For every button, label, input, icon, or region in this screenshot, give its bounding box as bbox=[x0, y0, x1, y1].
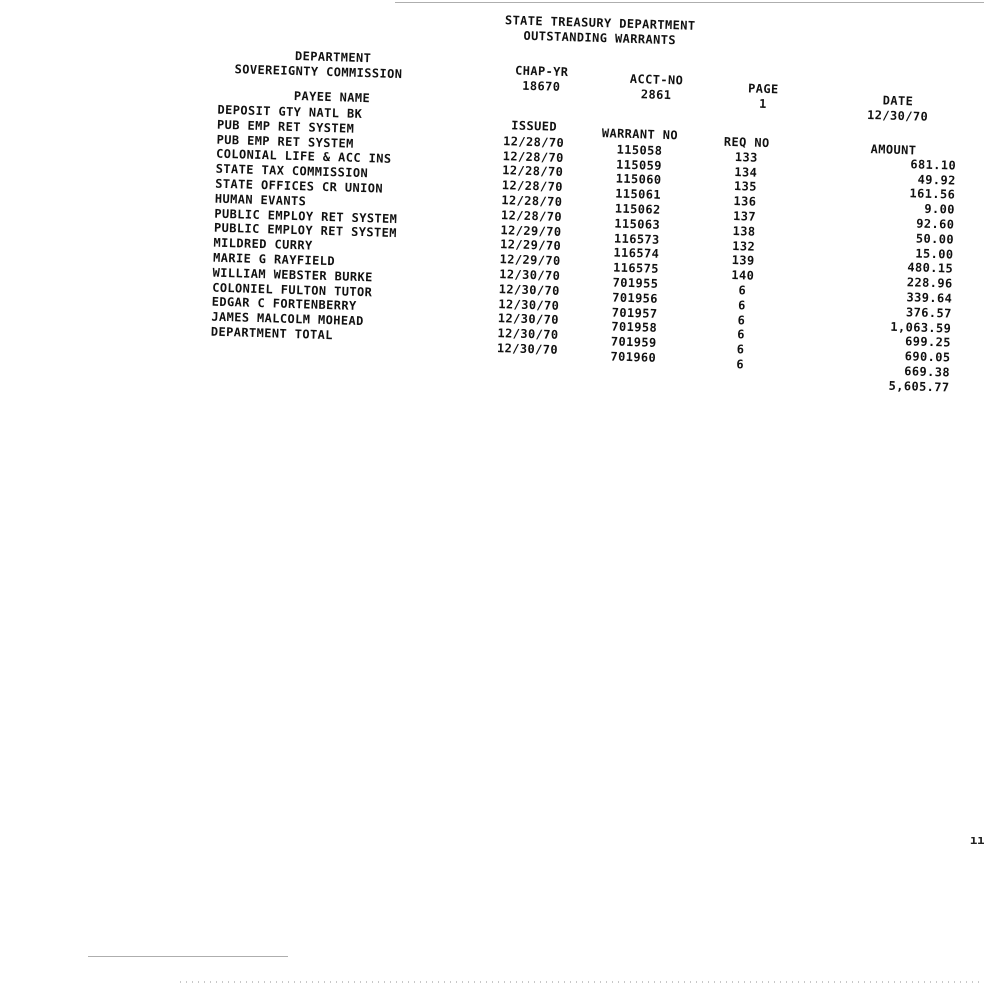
table-row-issued: 12/30/70 bbox=[498, 297, 560, 313]
table-row-req: 6 bbox=[737, 313, 746, 328]
table-row-amount: 480.15 bbox=[907, 260, 954, 276]
table-row-amount: 92.60 bbox=[916, 216, 955, 232]
chap-yr-value: 18670 bbox=[522, 78, 561, 94]
table-row-amount: 1,063.59 bbox=[890, 319, 952, 336]
table-row-amount: 376.57 bbox=[905, 305, 952, 321]
table-row-warrant: 115062 bbox=[614, 201, 661, 217]
table-row-warrant: 701960 bbox=[610, 349, 657, 365]
table-row-issued: 12/29/70 bbox=[500, 223, 562, 239]
issued-header: ISSUED bbox=[511, 118, 558, 134]
table-row-issued: 12/28/70 bbox=[501, 178, 564, 194]
table-row-warrant: 115059 bbox=[615, 157, 663, 173]
table-row-req: 140 bbox=[731, 268, 755, 283]
page-value: 1 bbox=[758, 96, 767, 111]
table-row-req: 6 bbox=[736, 357, 745, 372]
table-row-req: 136 bbox=[733, 194, 757, 209]
table-row-payee: COLONIAL LIFE & ACC INS bbox=[215, 146, 392, 166]
table-row-issued: 12/30/70 bbox=[497, 326, 559, 342]
table-row-payee: PUB EMP RET SYSTEM bbox=[216, 132, 354, 151]
margin-mark: ıı bbox=[970, 833, 984, 847]
table-row-payee: EDGAR C FORTENBERRY bbox=[211, 294, 357, 313]
table-row-req: 139 bbox=[731, 253, 755, 268]
payee-name-header: PAYEE NAME bbox=[293, 88, 371, 106]
table-row-amount: 161.56 bbox=[909, 186, 956, 202]
table-row-amount: 228.96 bbox=[906, 275, 953, 291]
req-no-header: REQ NO bbox=[723, 134, 770, 151]
table-row-issued: 12/30/70 bbox=[497, 311, 560, 327]
table-row-warrant: 116573 bbox=[613, 231, 660, 247]
report-subtitle: OUTSTANDING WARRANTS bbox=[523, 28, 677, 48]
table-row-payee: HUMAN EVANTS bbox=[214, 191, 307, 209]
table-row-payee: WILLIAM WEBSTER BURKE bbox=[212, 265, 373, 285]
acct-no-value: 2861 bbox=[640, 87, 672, 103]
table-row-amount: 681.10 bbox=[910, 157, 957, 173]
date-label: DATE bbox=[882, 93, 914, 109]
table-row-req: 137 bbox=[732, 209, 757, 224]
table-row-warrant: 115058 bbox=[616, 142, 663, 158]
table-row-payee: MARIE G RAYFIELD bbox=[212, 250, 336, 269]
table-row-warrant: 115061 bbox=[615, 186, 662, 202]
table-row-amount: 669.38 bbox=[904, 364, 951, 380]
table-row-issued: 12/28/70 bbox=[502, 149, 564, 165]
table-row-amount: 339.64 bbox=[906, 290, 953, 306]
table-row-amount: 9.00 bbox=[924, 201, 956, 217]
table-row-warrant: 115063 bbox=[614, 216, 661, 232]
table-row-payee: STATE OFFICES CR UNION bbox=[215, 176, 384, 196]
warrant-no-header: WARRANT NO bbox=[601, 126, 679, 143]
table-row-issued: 12/29/70 bbox=[499, 252, 561, 268]
amount-header: AMOUNT bbox=[870, 142, 917, 158]
department-total-amount: 5,605.77 bbox=[888, 378, 950, 395]
table-row-issued: 12/30/70 bbox=[499, 267, 561, 283]
table-row-payee: PUBLIC EMPLOY RET SYSTEM bbox=[214, 206, 398, 227]
table-row-req: 6 bbox=[737, 298, 746, 313]
table-row-req: 6 bbox=[736, 342, 745, 357]
department-label: DEPARTMENT bbox=[294, 48, 372, 66]
table-row-req: 135 bbox=[733, 179, 758, 194]
table-row-payee: MILDRED CURRY bbox=[213, 235, 313, 253]
table-row-issued: 12/30/70 bbox=[498, 282, 560, 298]
table-row-warrant: 701958 bbox=[611, 319, 658, 335]
table-row-req: 6 bbox=[738, 283, 747, 298]
table-row-issued: 12/28/70 bbox=[500, 208, 563, 224]
page-label: PAGE bbox=[747, 81, 779, 97]
table-row-issued: 12/29/70 bbox=[499, 237, 562, 253]
table-row-payee: STATE TAX COMMISSION bbox=[215, 161, 369, 181]
table-row-payee: PUBLIC EMPLOY RET SYSTEM bbox=[213, 220, 398, 241]
table-row-payee: PUB EMP RET SYSTEM bbox=[216, 117, 355, 136]
chap-yr-label: CHAP-YR bbox=[514, 63, 569, 80]
table-row-amount: 15.00 bbox=[915, 246, 954, 262]
table-row-req: 132 bbox=[732, 239, 756, 254]
table-row-issued: 12/28/70 bbox=[501, 193, 563, 209]
table-row-warrant: 701956 bbox=[611, 290, 659, 306]
table-row-warrant: 701957 bbox=[611, 305, 658, 321]
department-name: SOVEREIGNTY COMMISSION bbox=[234, 62, 403, 82]
table-row-amount: 690.05 bbox=[904, 349, 951, 365]
table-row-amount: 699.25 bbox=[904, 334, 952, 350]
acct-no-label: ACCT-NO bbox=[629, 71, 684, 88]
department-total-label: DEPARTMENT TOTAL bbox=[210, 324, 334, 343]
report-title: STATE TREASURY DEPARTMENT bbox=[504, 13, 696, 33]
table-row-payee: JAMES MALCOLM MOHEAD bbox=[211, 309, 364, 329]
table-row-amount: 49.92 bbox=[917, 172, 956, 188]
table-row-warrant: 116574 bbox=[613, 245, 660, 261]
table-row-warrant: 115060 bbox=[615, 171, 662, 187]
date-value: 12/30/70 bbox=[866, 107, 929, 124]
table-row-payee: COLONIEL FULTON TUTOR bbox=[211, 280, 373, 300]
table-row-req: 134 bbox=[734, 165, 758, 180]
table-row-req: 138 bbox=[732, 224, 756, 239]
table-row-issued: 12/28/70 bbox=[502, 163, 564, 179]
table-row-issued: 12/30/70 bbox=[496, 341, 559, 357]
table-row-amount: 50.00 bbox=[915, 231, 955, 247]
table-row-payee: DEPOSIT GTY NATL BK bbox=[217, 102, 363, 121]
table-row-req: 6 bbox=[737, 327, 746, 342]
table-row-warrant: 701959 bbox=[610, 334, 657, 350]
table-row-warrant: 701955 bbox=[612, 275, 659, 291]
table-row-warrant: 116575 bbox=[612, 260, 660, 276]
table-row-issued: 12/28/70 bbox=[502, 134, 565, 150]
table-row-req: 133 bbox=[734, 150, 758, 165]
